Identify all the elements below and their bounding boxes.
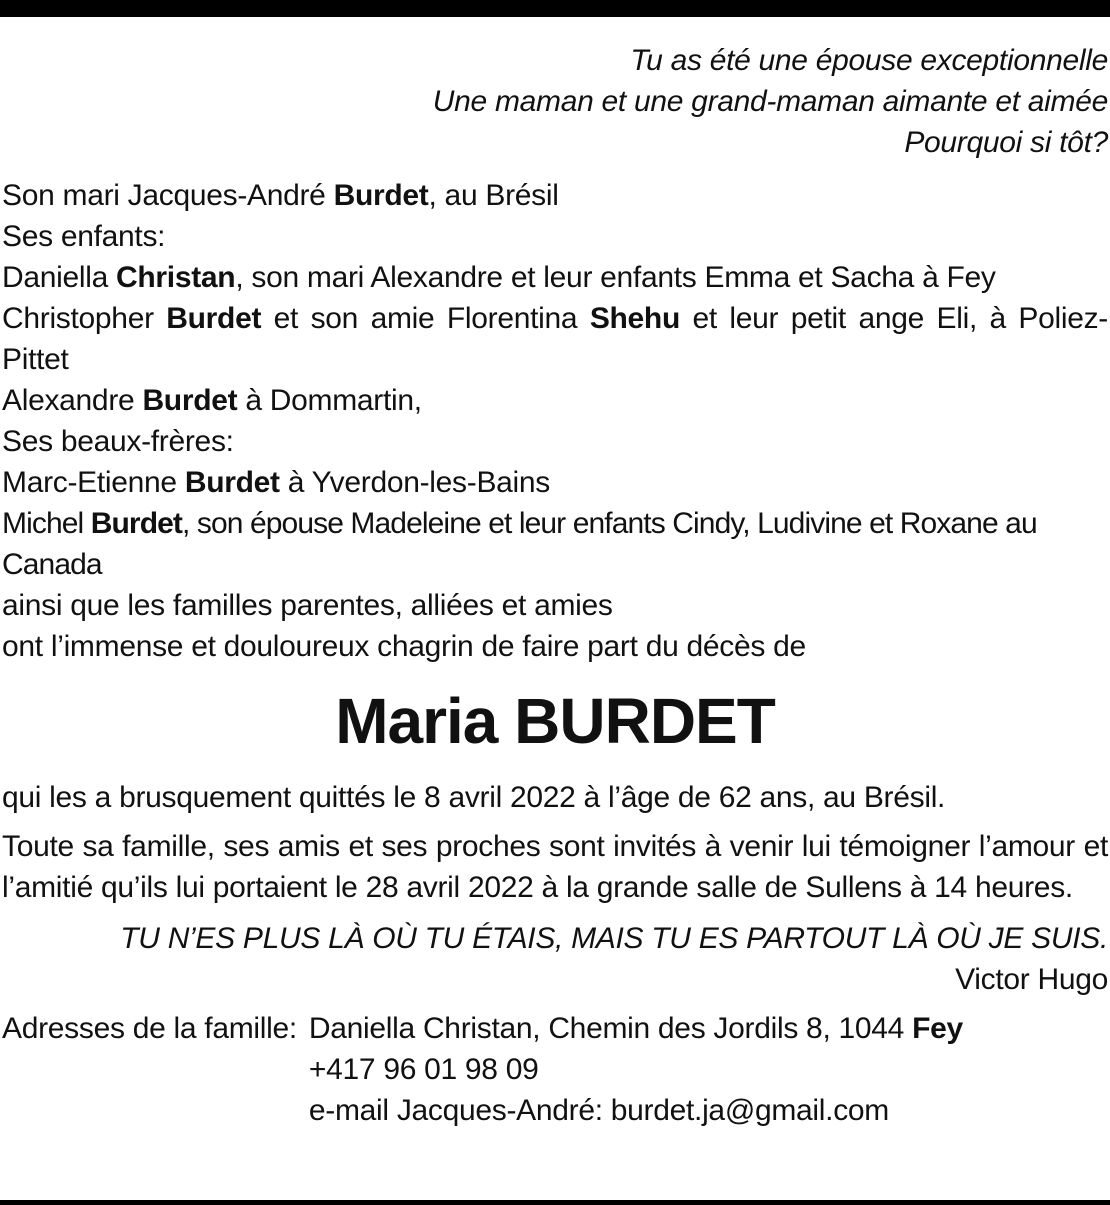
child-line: Daniella Christan, son mari Alexandre et leur enfants Emma et Sacha à Fey [2, 261, 996, 294]
brother-line: Michel Burdet, son épouse Madeleine et leur enfants Cindy, Ludivine et Roxane au Canada [2, 507, 1037, 581]
death-line: qui les a brusquement quittés le 8 avril 2022 à l’âge de 62 ans, au Brésil. [2, 781, 946, 814]
obituary-notice [2, 40, 1108, 1131]
poem-line: Une maman et une grand-maman aimante et aimée [432, 85, 1108, 118]
brothers-heading: Ses beaux-frères: [2, 425, 234, 458]
address-line: Daniella Christan, Chemin des Jordils 8, 1044 Fey [308, 1012, 963, 1045]
poem-line: Tu as été une épouse exceptionnelle [630, 44, 1108, 77]
surname: Christan [116, 261, 236, 294]
address-label: Adresses de la famille: [2, 1012, 297, 1045]
announce-line: ont l’immense et douloureux chagrin de faire part du décès de [2, 630, 806, 663]
husband-line: Son mari Jacques-André Burdet, au Brésil [2, 179, 559, 212]
family-address-block [2, 1008, 1108, 1131]
bottom-rule [0, 1200, 1110, 1205]
address-town: Fey [912, 1012, 963, 1045]
email-line: e-mail Jacques-André: burdet.ja@gmail.com [308, 1094, 889, 1127]
surname: Shehu [589, 302, 680, 335]
opening-poem [2, 40, 1108, 163]
surname: Burdet [90, 507, 182, 540]
surname: Burdet [142, 384, 238, 417]
surname: Burdet [166, 302, 262, 335]
deceased-name: Maria BURDET [335, 685, 775, 757]
top-rule [0, 0, 1110, 17]
poem-line: Pourquoi si tôt? [904, 126, 1108, 159]
address-lines [309, 1008, 963, 1131]
invitation-paragraph: Toute sa famille, ses amis et ses proches sont invités à venir lui témoigner l’amour et l’amitié qu’ils lui portaient le 28 avril 2022 à la grande salle de Sullens à 14 heures. [2, 830, 1108, 904]
child-line: Alexandre Burdet à Dommartin, [2, 384, 422, 417]
child-line: Christopher Burdet et son amie Florentina Shehu et leur petit ange Eli, à Poliez-Pittet [2, 302, 1108, 376]
quote-author: Victor Hugo [955, 963, 1108, 996]
children-heading: Ses enfants: [2, 220, 166, 253]
phone-number: +417 96 01 98 09 [308, 1053, 539, 1086]
surname: Burdet [333, 179, 429, 212]
others-line: ainsi que les familles parentes, alliées et amies [2, 589, 613, 622]
brother-line: Marc-Etienne Burdet à Yverdon-les-Bains [2, 466, 550, 499]
closing-quote: TU N’ES PLUS LÀ OÙ TU ÉTAIS, MAIS TU ES PARTOUT LÀ OÙ JE SUIS. [120, 922, 1108, 955]
surname: Burdet [184, 466, 280, 499]
